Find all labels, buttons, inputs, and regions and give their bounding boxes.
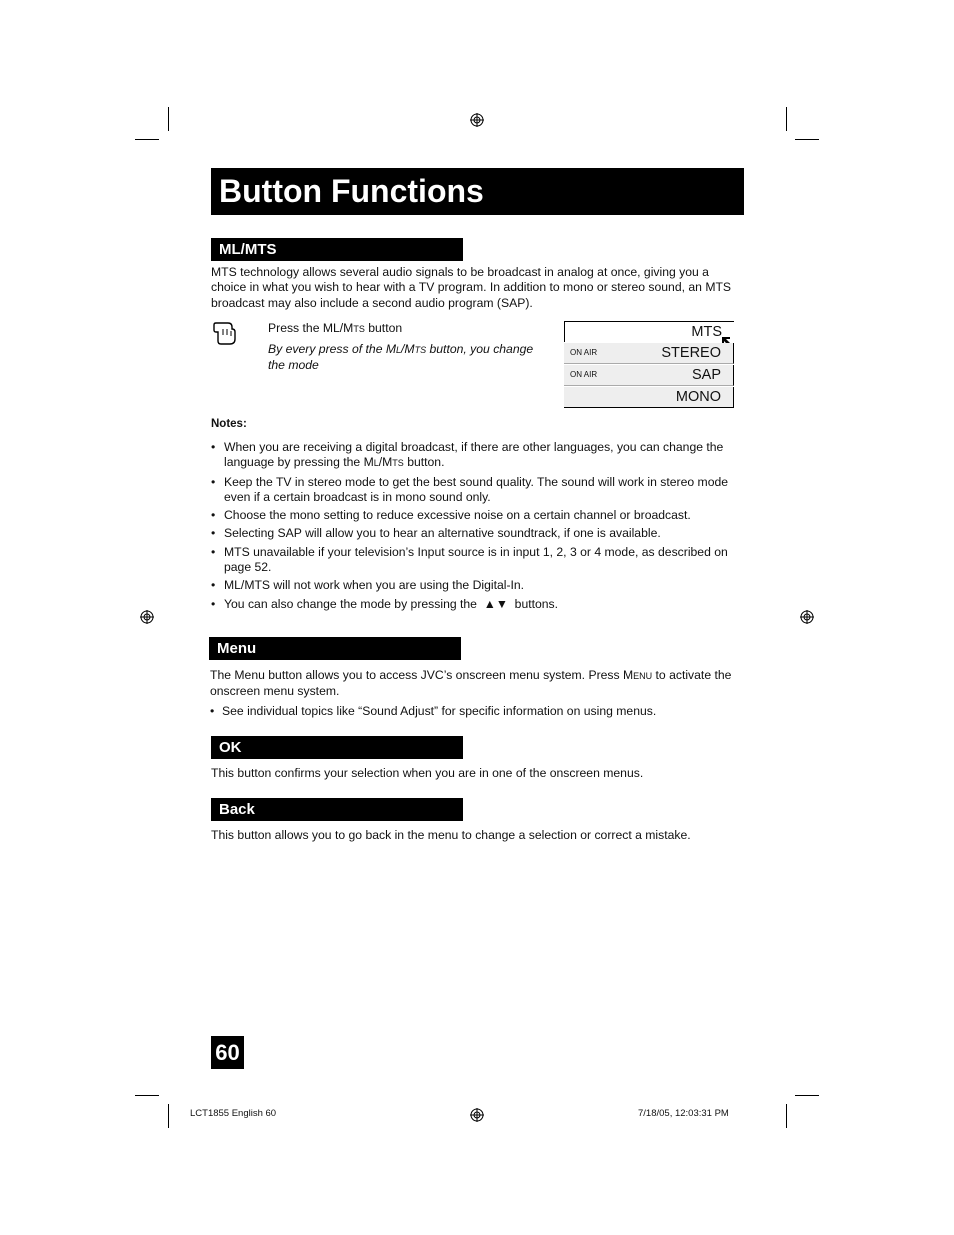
mlmts-instruction: Press the ML/MTS button [268,321,403,335]
registration-mark-icon [800,610,814,624]
footer-timestamp: 7/18/05, 12:03:31 PM [638,1108,729,1119]
menu-bullets [210,701,750,719]
list-item: • MTS unavailable if your television’s Input source is in input 1, 2, 3 or 4 mode, as described on page 52. [211,545,751,576]
ok-text: This button confirms your selection when you are in one of the onscreen menus. [211,766,644,780]
mlmts-intro: MTS technology allows several audio signals to be broadcast in analog at once, giving you a choice in what you wish to hear with a TV program. In addition to mono or stereo sound, an MTS broadcast may also include a second audio program (SAP). [211,265,732,310]
list-item: • You can also change the mode by pressing the ▲▼ buttons. [211,597,751,612]
registration-mark-icon [470,1108,484,1122]
page-title: Button Functions [211,168,744,215]
up-down-arrows-icon: ▲▼ [483,596,508,611]
crop-mark [795,1095,819,1096]
list-item: • When you are receiving a digital broadcast, if there are other languages, you can change the language by pressing the ML/MTS button. [211,440,751,472]
list-item: • Selecting SAP will allow you to hear an alternative soundtrack, if one is available. [211,526,751,541]
list-item: • ML/MTS will not work when you are using the Digital-In. [211,578,751,593]
osd-option-row [564,387,734,408]
osd-option: MONO [675,389,721,405]
crop-mark [135,1095,159,1096]
mlmts-instruction-note: By every press of the ML/MTS button, you change the mode [268,342,534,373]
menu-text: The Menu button allows you to access JVC’s onscreen menu system. Press MENU to activate the onscreen menu system. [210,668,732,699]
list-item: • See individual topics like “Sound Adjust” for specific information on using menus. [210,704,750,719]
section-heading-back: Back [211,798,463,821]
osd-option-row [564,365,734,386]
crop-mark [795,139,819,140]
crop-mark [168,1104,169,1128]
back-text: This button allows you to go back in the menu to change a selection or correct a mistake. [211,828,691,842]
osd-header: MTS [691,324,722,340]
osd-option: STEREO [661,345,721,361]
registration-mark-icon [140,610,154,624]
list-item: • Choose the mono setting to reduce excessive noise on a certain channel or broadcast. [211,508,751,523]
osd-option: SAP [691,367,721,383]
registration-mark-icon [470,113,484,127]
crop-mark [135,139,159,140]
osd-header-row [564,321,734,342]
section-heading-menu: Menu [209,637,461,660]
section-heading-ok: OK [211,736,463,759]
hand-press-icon [213,320,237,346]
footer-file-info: LCT1855 English 60 [190,1108,277,1119]
list-item: • Keep the TV in stereo mode to get the best sound quality. The sound will work in stereo mode even if a certain broadcast is in mono sound only. [211,475,751,506]
notes-list [211,437,751,612]
osd-option-row [564,343,734,364]
crop-mark [786,107,787,131]
crop-mark [168,107,169,131]
on-air-tag: ON AIR [570,348,598,357]
mts-osd-display [564,321,734,408]
notes-label: Notes: [211,418,247,430]
page-number: 60 [211,1036,244,1069]
on-air-tag: ON AIR [570,370,598,379]
section-heading-mlmts: ML/MTS [211,238,463,261]
crop-mark [786,1104,787,1128]
